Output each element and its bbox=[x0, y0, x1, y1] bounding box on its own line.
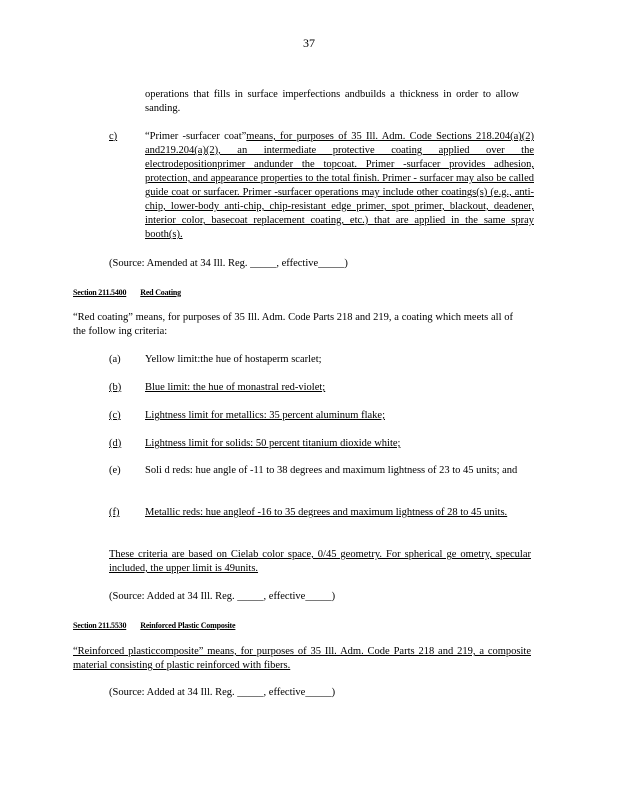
criterion-label: (f) bbox=[109, 507, 120, 518]
criterion-text: Blue limit: the hue of monastral red-violet; bbox=[145, 382, 326, 393]
item-c-text bbox=[145, 130, 534, 242]
criterion-text: Soli d reds: hue angle of -11 to 38 degrees and maximum lightness of 23 to 45 units; and bbox=[145, 465, 518, 476]
rpc-definition: “Reinforced plasticcomposite” means, for purposes of 35 Ill. Adm. Code Parts 218 and 219, a composite material consisting of plastic reinforced with fibers. bbox=[73, 646, 531, 671]
item-c-label: c) bbox=[109, 131, 118, 142]
section-number: Section 211.5530 bbox=[73, 621, 127, 630]
source-note-3: (Source: Added at 34 Ill. Reg. _____, effective_____) bbox=[109, 687, 336, 698]
section-number: Section 211.5400 bbox=[73, 288, 127, 297]
criterion-label: (e) bbox=[109, 465, 121, 476]
item-c-term: “Primer -surfacer coat” bbox=[145, 131, 247, 142]
criterion-label: (b) bbox=[109, 382, 122, 393]
intro-continuation: operations that fills in surface imperfections andbuilds a thickness in order to allow sanding. bbox=[145, 89, 519, 114]
criterion-text: Lightness limit for metallics: 35 percent aluminum flake; bbox=[145, 410, 385, 421]
criterion-label: (c) bbox=[109, 410, 121, 421]
source-note-1: (Source: Amended at 34 Ill. Reg. _____, effective_____) bbox=[109, 258, 348, 269]
section-title: Reinforced Plastic Composite bbox=[140, 621, 236, 630]
criteria-note: These criteria are based on Cielab color space, 0/45 geometry. For spherical ge ometry, specular included, the upper limit is 49units. bbox=[109, 549, 531, 574]
item-c-definition: means, for purposes of 35 Ill. Adm. Code Sections 218.204(a)(2) and219.204(a)(2), an intermediate protective coating applied over the electrodepositionprimer andunder the topcoat. Primer -surfacer provides adhesion, protection, and appearance properties to the total finish. Primer - surfacer may also be called guide coat or surfacer. Primer -surfacer operations may include other coatings(s) (e.g., anti-chip, lower-body anti-chip, chip-resistant edge primer, spot primer, blackout, deadener, interior color, basecoat replacement coating, etc.) that are applied in the same spray booth(s). bbox=[145, 131, 534, 240]
criterion-text: Lightness limit for solids: 50 percent titanium dioxide white; bbox=[145, 438, 401, 449]
criterion-label: (d) bbox=[109, 438, 122, 449]
section-heading-5400 bbox=[73, 286, 195, 300]
red-coating-definition: “Red coating” means, for purposes of 35 Ill. Adm. Code Parts 218 and 219, a coating which meets all of the follow ing criteria: bbox=[73, 312, 513, 337]
section-title: Red Coating bbox=[140, 288, 181, 297]
source-note-2: (Source: Added at 34 Ill. Reg. _____, effective_____) bbox=[109, 591, 336, 602]
criterion-text: Metallic reds: hue angleof -16 to 35 degrees and maximum lightness of 28 to 45 units. bbox=[145, 507, 508, 518]
criterion-text: Yellow limit:the hue of hostaperm scarlet; bbox=[145, 354, 322, 365]
page-number: 37 bbox=[303, 36, 315, 50]
criterion-label: (a) bbox=[109, 354, 121, 365]
section-heading-5530 bbox=[73, 619, 249, 633]
